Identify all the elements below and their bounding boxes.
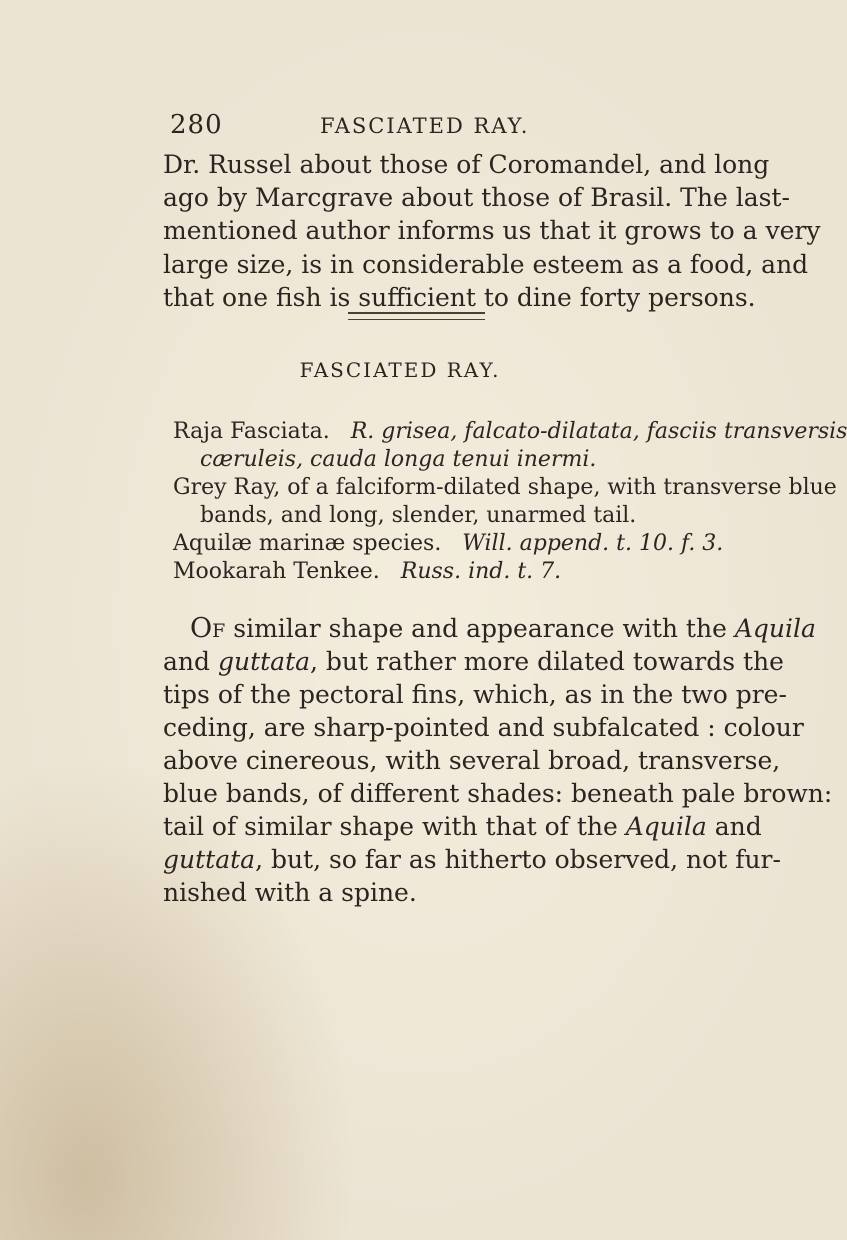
reference-citation: Russ. ind. t. 7. bbox=[400, 559, 562, 584]
section-title: FASCIATED RAY. bbox=[299, 358, 501, 382]
body-line: blue bands, of different shades: beneath pale brown: bbox=[163, 779, 833, 808]
reference-text: Aquilæ marinæ species. bbox=[173, 531, 442, 556]
section-divider-thin bbox=[348, 319, 485, 320]
body-line: ceding, are sharp-pointed and subfalcated : colour bbox=[163, 713, 804, 742]
latin-diagnosis-line bbox=[173, 418, 847, 446]
body-line: above cinereous, with several broad, transverse, bbox=[163, 746, 781, 775]
intro-line: Dr. Russel about those of Coromandel, and long bbox=[163, 150, 770, 179]
body-line: tail of similar shape with that of the Aquila and bbox=[163, 812, 762, 841]
intro-line: that one fish is sufficient to dine forty persons. bbox=[163, 283, 756, 312]
body-line: guttata, but, so far as hitherto observed, not fur- bbox=[163, 845, 781, 874]
running-title: FASCIATED RAY. bbox=[320, 114, 530, 138]
body-line: Of similar shape and appearance with the Aquila bbox=[190, 613, 816, 644]
latin-diagnosis: R. grisea, falcato-dilatata, fasciis transversis bbox=[350, 419, 847, 444]
page-number: 280 bbox=[170, 110, 223, 140]
running-head bbox=[170, 110, 690, 146]
intro-line: ago by Marcgrave about those of Brasil. The last- bbox=[163, 183, 790, 212]
latin-diagnosis-cont: cæruleis, cauda longa tenui inermi. bbox=[200, 447, 597, 472]
english-description: Grey Ray, of a falciform-dilated shape, with transverse blue bbox=[173, 475, 837, 500]
reference-line bbox=[173, 530, 723, 558]
section-divider bbox=[348, 312, 485, 314]
intro-line: mentioned author informs us that it grows to a very bbox=[163, 216, 821, 245]
reference-text: Mookarah Tenkee. bbox=[173, 559, 380, 584]
english-description-cont: bands, and long, slender, unarmed tail. bbox=[200, 503, 637, 528]
opening-word: Of bbox=[190, 613, 226, 644]
intro-line: large size, is in considerable esteem as a food, and bbox=[163, 250, 809, 279]
latin-name: Raja Fasciata. bbox=[173, 419, 330, 444]
body-line: tips of the pectoral fins, which, as in the two pre- bbox=[163, 680, 787, 709]
reference-citation: Will. append. t. 10. f. 3. bbox=[462, 531, 724, 556]
body-line: nished with a spine. bbox=[163, 878, 417, 907]
reference-line bbox=[173, 558, 561, 586]
body-line: and guttata, but rather more dilated towards the bbox=[163, 647, 784, 676]
